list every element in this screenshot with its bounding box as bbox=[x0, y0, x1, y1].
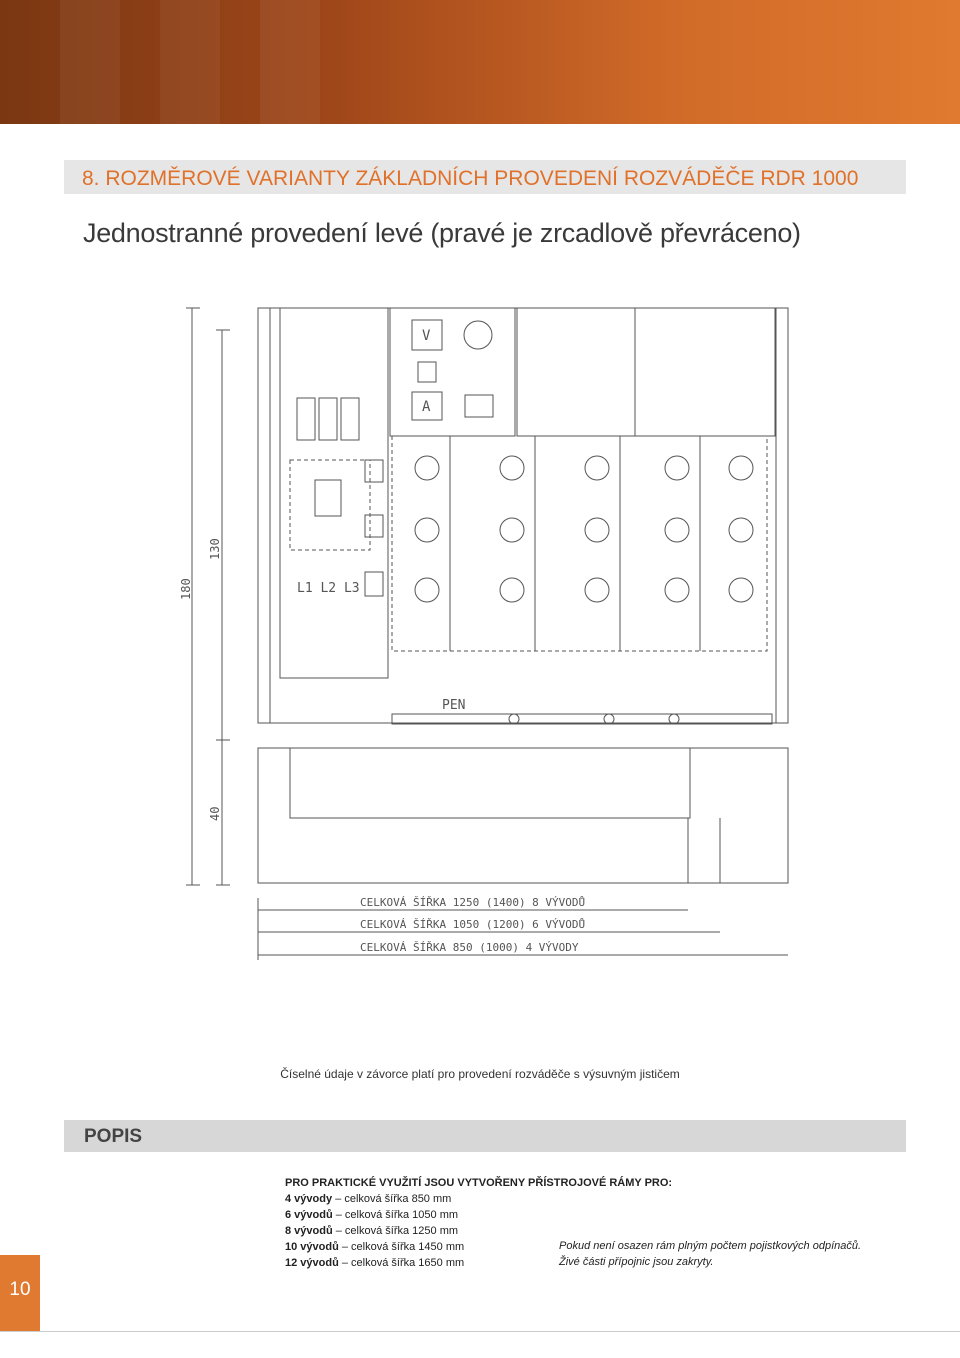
width-label-6: CELKOVÁ ŠÍŘKA 1050 (1200) 6 VÝVODŮ bbox=[360, 918, 586, 931]
fuse-disconnector bbox=[500, 456, 524, 480]
header-banner bbox=[0, 0, 960, 124]
voltmeter-label: V bbox=[422, 328, 431, 344]
instrument-panel bbox=[390, 308, 515, 436]
banner-stripe bbox=[160, 0, 220, 124]
breaker-switch bbox=[315, 480, 341, 516]
cabinet-base bbox=[258, 748, 788, 883]
item-text: – celková šířka 1650 mm bbox=[338, 1257, 465, 1269]
fuse-disconnector bbox=[665, 578, 689, 602]
terminal-block bbox=[365, 460, 383, 482]
side-note bbox=[559, 1238, 861, 1270]
item-text: – celková šířka 1050 mm bbox=[332, 1209, 459, 1221]
pen-label: PEN bbox=[442, 698, 466, 713]
fuse-disconnector bbox=[415, 456, 439, 480]
item-count: 10 vývodů bbox=[285, 1241, 339, 1253]
page-number-tab bbox=[0, 1255, 40, 1331]
item-text: – celková šířka 1250 mm bbox=[332, 1225, 459, 1237]
outgoing-fuses-area bbox=[392, 436, 767, 651]
item-count: 12 vývodů bbox=[285, 1257, 339, 1269]
item-text: – celková šířka 1450 mm bbox=[338, 1241, 465, 1253]
fuse-disconnector bbox=[415, 518, 439, 542]
terminal-block bbox=[365, 515, 383, 537]
footer-rule bbox=[0, 1331, 960, 1332]
footnote: Číselné údaje v závorce platí pro provedení rozváděče s výsuvným jističem bbox=[280, 1067, 680, 1081]
item-text: – celková šířka 850 mm bbox=[332, 1193, 452, 1205]
dimension-180: 180 bbox=[179, 578, 193, 600]
fuse-holder bbox=[297, 398, 315, 440]
selector-switch bbox=[464, 321, 492, 349]
item-count: 6 vývodů bbox=[285, 1209, 333, 1221]
page-number: 10 bbox=[9, 1279, 31, 1300]
list-item bbox=[285, 1223, 672, 1239]
side-note-line: Pokud není osazen rám plným počtem pojistkových odpínačů. bbox=[559, 1240, 862, 1252]
dimension-130: 130 bbox=[208, 538, 222, 560]
fuse-disconnector bbox=[415, 578, 439, 602]
side-note-line: Živé části přípojnic jsou zakryty. bbox=[559, 1256, 714, 1268]
breaker-panel bbox=[280, 308, 388, 678]
banner-stripe bbox=[60, 0, 120, 124]
fuse-disconnector bbox=[665, 456, 689, 480]
device-panel bbox=[517, 308, 635, 436]
terminal-block bbox=[365, 572, 383, 596]
fuse-disconnector bbox=[585, 518, 609, 542]
section-header bbox=[64, 160, 906, 194]
item-count: 8 vývodů bbox=[285, 1225, 333, 1237]
fuse-disconnector bbox=[729, 518, 753, 542]
fuse-disconnector bbox=[500, 578, 524, 602]
fuse-disconnector bbox=[729, 578, 753, 602]
section-title: 8. ROZMĚROVÉ VARIANTY ZÁKLADNÍCH PROVEDENÍ ROZVÁDĚČE RDR 1000 bbox=[82, 167, 859, 190]
banner-stripe bbox=[260, 0, 320, 124]
ammeter-switch bbox=[418, 362, 436, 382]
list-item bbox=[285, 1191, 672, 1207]
width-label-4: CELKOVÁ ŠÍŘKA 850 (1000) 4 VÝVODY bbox=[360, 941, 579, 954]
popis-header bbox=[64, 1120, 906, 1152]
description-heading: PRO PRAKTICKÉ VYUŽITÍ JSOU VYTVOŘENY PŘÍSTROJOVÉ RÁMY PRO: bbox=[285, 1177, 673, 1189]
popis-title: POPIS bbox=[84, 1126, 143, 1147]
list-item bbox=[285, 1207, 672, 1223]
fuse-holder bbox=[319, 398, 337, 440]
ammeter-label: A bbox=[422, 399, 431, 415]
base-opening bbox=[290, 748, 690, 818]
fuse-disconnector bbox=[500, 518, 524, 542]
dimension-40: 40 bbox=[208, 806, 222, 821]
fuse-disconnector bbox=[585, 578, 609, 602]
fuse-disconnector bbox=[665, 518, 689, 542]
indicator-box bbox=[465, 395, 493, 417]
page-subtitle: Jednostranné provedení levé (pravé je zrcadlově převráceno) bbox=[83, 218, 801, 248]
fuse-disconnector bbox=[729, 456, 753, 480]
item-count: 4 vývody bbox=[285, 1193, 333, 1205]
fuse-holder bbox=[341, 398, 359, 440]
technical-drawing bbox=[160, 300, 800, 980]
width-label-8: CELKOVÁ ŠÍŘKA 1250 (1400) 8 VÝVODŮ bbox=[360, 896, 586, 909]
breaker-outline bbox=[290, 460, 370, 550]
device-panel bbox=[635, 308, 775, 436]
fuse-disconnector bbox=[585, 456, 609, 480]
phase-labels: L1 L2 L3 bbox=[297, 581, 360, 596]
